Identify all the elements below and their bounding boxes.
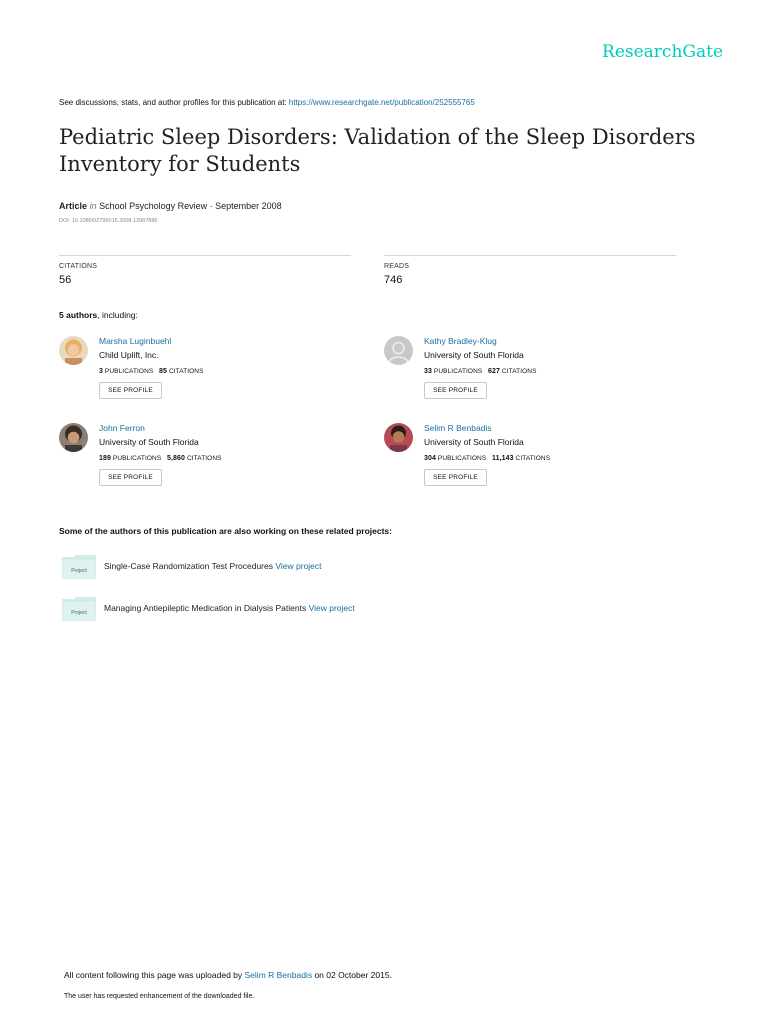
uploader-link[interactable]: Selim R Benbadis bbox=[244, 970, 313, 980]
citations-label: CITATIONS bbox=[59, 263, 98, 270]
in-label: in bbox=[89, 201, 97, 211]
publication-title: Pediatric Sleep Disorders: Validation of the Sleep Disorders Inventory for Students bbox=[59, 125, 696, 176]
author-stats bbox=[424, 368, 537, 375]
journal-date: School Psychology Review · September 2008 bbox=[99, 201, 282, 211]
author-publications-label: PUBLICATIONS bbox=[104, 368, 154, 375]
project-icon-label: Project bbox=[71, 568, 87, 574]
uploaded-prefix: All content following this page was uploaded by bbox=[64, 970, 245, 980]
authors-heading bbox=[59, 310, 138, 320]
project-folder-icon bbox=[62, 597, 96, 621]
author-institution: Child Uplift, Inc. bbox=[99, 350, 159, 360]
view-project-link[interactable]: View project bbox=[308, 603, 355, 613]
author-citations-count: 5,860 bbox=[167, 455, 186, 462]
author-avatar[interactable] bbox=[59, 336, 88, 365]
enhancement-note: The user has requested enhancement of the downloaded file. bbox=[64, 993, 255, 1000]
project-title: Managing Antiepileptic Medication in Dialysis Patients bbox=[104, 603, 307, 613]
author-citations-label: CITATIONS bbox=[501, 368, 537, 375]
author-publications-count: 33 bbox=[424, 368, 432, 375]
author-publications-label: PUBLICATIONS bbox=[437, 455, 487, 462]
author-card bbox=[59, 336, 359, 411]
project-text bbox=[104, 561, 322, 571]
header-line bbox=[59, 98, 475, 107]
author-citations-count: 85 bbox=[159, 368, 168, 375]
authors-count: 5 authors bbox=[59, 310, 98, 320]
publication-meta bbox=[59, 201, 282, 211]
project-title: Single-Case Randomization Test Procedures bbox=[104, 561, 273, 571]
author-citations-label: CITATIONS bbox=[186, 455, 222, 462]
see-profile-button[interactable]: SEE PROFILE bbox=[424, 382, 487, 399]
author-institution: University of South Florida bbox=[424, 437, 524, 447]
related-projects-heading: Some of the authors of this publication are also working on these related projects: bbox=[59, 526, 392, 536]
citations-divider bbox=[59, 255, 351, 256]
author-name-link[interactable]: Kathy Bradley-Klug bbox=[424, 336, 497, 346]
publication-url-link[interactable]: https://www.researchgate.net/publication/252555765 bbox=[288, 98, 475, 107]
author-card bbox=[59, 423, 359, 498]
see-profile-button[interactable]: SEE PROFILE bbox=[424, 469, 487, 486]
author-stats bbox=[424, 455, 550, 462]
reads-count: 746 bbox=[384, 274, 403, 286]
author-citations-label: CITATIONS bbox=[515, 455, 551, 462]
author-institution: University of South Florida bbox=[99, 437, 199, 447]
author-avatar[interactable] bbox=[384, 423, 413, 452]
author-citations-count: 11,143 bbox=[492, 455, 514, 462]
author-publications-label: PUBLICATIONS bbox=[433, 368, 483, 375]
view-project-link[interactable]: View project bbox=[275, 561, 322, 571]
author-publications-count: 304 bbox=[424, 455, 436, 462]
author-stats bbox=[99, 368, 204, 375]
uploaded-note bbox=[64, 970, 392, 980]
author-card bbox=[384, 423, 684, 498]
uploaded-suffix: on 02 October 2015. bbox=[312, 970, 392, 980]
author-name-link[interactable]: Selim R Benbadis bbox=[424, 423, 492, 433]
see-profile-button[interactable]: SEE PROFILE bbox=[99, 382, 162, 399]
project-icon-label: Project bbox=[71, 610, 87, 616]
author-avatar[interactable] bbox=[59, 423, 88, 452]
authors-including: , including: bbox=[97, 310, 138, 320]
author-name-link[interactable]: Marsha Luginbuehl bbox=[99, 336, 172, 346]
author-institution: University of South Florida bbox=[424, 350, 524, 360]
author-citations-label: CITATIONS bbox=[168, 368, 204, 375]
author-publications-count: 189 bbox=[99, 455, 111, 462]
reads-divider bbox=[384, 255, 676, 256]
author-publications-count: 3 bbox=[99, 368, 103, 375]
article-type: Article bbox=[59, 201, 88, 211]
project-text bbox=[104, 603, 355, 613]
see-text: See discussions, stats, and author profiles for this publication at: bbox=[59, 98, 289, 107]
doi-text: DOI: 10.1080/02796015.2008.12087886 bbox=[59, 218, 158, 224]
author-avatar-placeholder-icon[interactable] bbox=[384, 336, 413, 365]
reads-label: READS bbox=[384, 263, 410, 270]
project-folder-icon bbox=[62, 555, 96, 579]
citations-count: 56 bbox=[59, 274, 72, 286]
see-profile-button[interactable]: SEE PROFILE bbox=[99, 469, 162, 486]
author-citations-count: 627 bbox=[488, 368, 501, 375]
author-card bbox=[384, 336, 684, 411]
author-name-link[interactable]: John Ferron bbox=[99, 423, 145, 433]
author-publications-label: PUBLICATIONS bbox=[112, 455, 162, 462]
author-stats bbox=[99, 455, 222, 462]
researchgate-logo[interactable]: ResearchGate bbox=[602, 42, 723, 62]
